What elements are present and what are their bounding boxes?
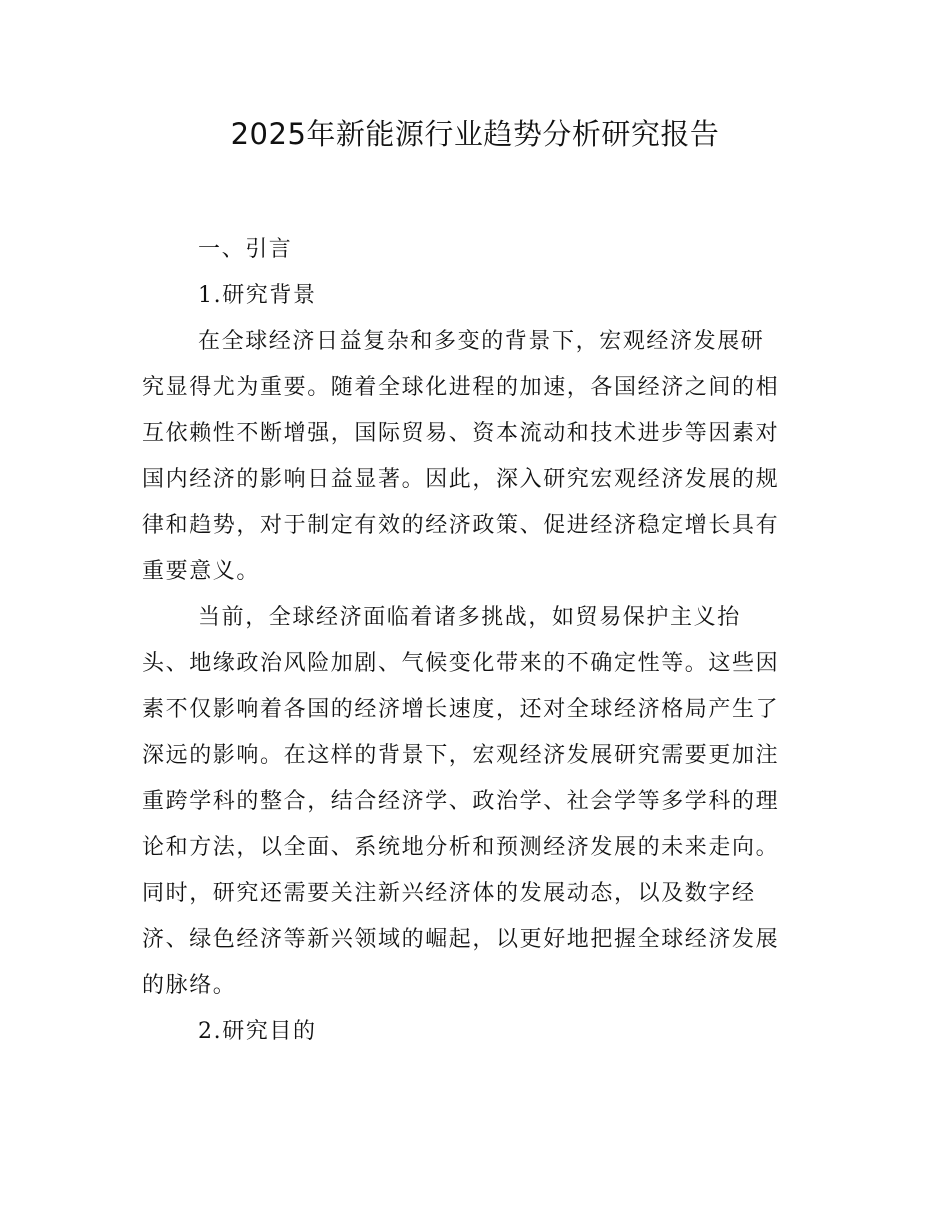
document-title: 2025年新能源行业趋势分析研究报告 bbox=[230, 117, 720, 151]
subsection-heading-background: 1.研究背景 bbox=[198, 283, 317, 308]
paragraph-line: 素不仅影响着各国的经济增长速度，还对全球经济格局产生了 bbox=[142, 697, 780, 722]
paragraph-line: 同时，研究还需要关注新兴经济体的发展动态，以及数字经 bbox=[142, 881, 756, 906]
paragraph-line: 当前，全球经济面临着诸多挑战，如贸易保护主义抬 bbox=[198, 605, 741, 630]
paragraph-line: 国内经济的影响日益显著。因此，深入研究宏观经济发展的规 bbox=[142, 467, 780, 492]
paragraph-line: 济、绿色经济等新兴领域的崛起，以更好地把握全球经济发展 bbox=[142, 927, 780, 952]
paragraph-line: 论和方法，以全面、系统地分析和预测经济发展的未来走向。 bbox=[142, 835, 780, 860]
subsection-heading-objectives: 2.研究目的 bbox=[198, 1019, 317, 1044]
paragraph-line: 的脉络。 bbox=[142, 973, 237, 998]
paragraph-line: 头、地缘政治风险加剧、气候变化带来的不确定性等。这些因 bbox=[142, 651, 780, 676]
paragraph-line: 在全球经济日益复杂和多变的背景下，宏观经济发展研 bbox=[198, 329, 765, 354]
paragraph-line: 重跨学科的整合，结合经济学、政治学、社会学等多学科的理 bbox=[142, 789, 780, 814]
paragraph-line: 律和趋势，对于制定有效的经济政策、促进经济稳定增长具有 bbox=[142, 513, 780, 538]
paragraph-line: 互依赖性不断增强，国际贸易、资本流动和技术进步等因素对 bbox=[142, 421, 780, 446]
section-heading-introduction: 一、引言 bbox=[198, 237, 293, 262]
paragraph-line: 深远的影响。在这样的背景下，宏观经济发展研究需要更加注 bbox=[142, 743, 780, 768]
paragraph-line: 究显得尤为重要。随着全球化进程的加速，各国经济之间的相 bbox=[142, 375, 780, 400]
paragraph-line: 重要意义。 bbox=[142, 559, 261, 584]
